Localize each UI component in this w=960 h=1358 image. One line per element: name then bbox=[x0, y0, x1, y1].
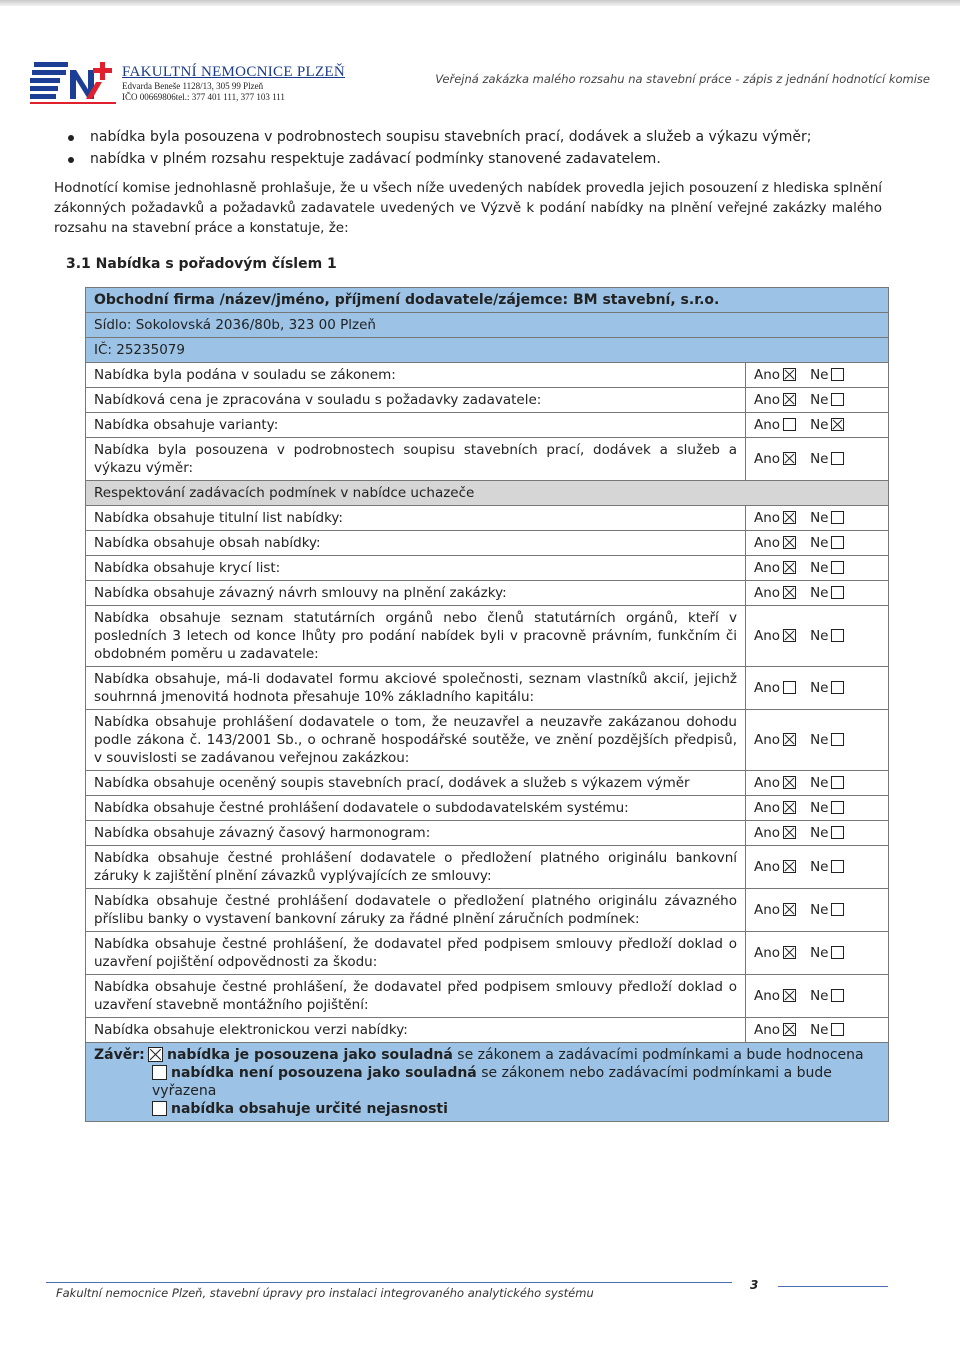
criterion-answer bbox=[746, 1018, 889, 1043]
ano-option-checkbox[interactable] bbox=[783, 801, 796, 814]
conclusion bbox=[86, 1043, 889, 1122]
criterion-row bbox=[86, 932, 889, 975]
intro-paragraph: Hodnotící komise jednohlasně prohlašuje, že u všech níže uvedených nabídek provedla jejich posouzení z hlediska splnění zákonných požadavků a požadavků zadavatele uvedených ve Výzvě k podání nabídky na plnění veřejné zakázky malého rozsahu na stavební práce a konstatuje, že: bbox=[54, 180, 882, 236]
criterion-answer bbox=[746, 710, 889, 771]
firm-ico: IČ: 25235079 bbox=[86, 338, 889, 363]
ano-option bbox=[754, 731, 796, 749]
ano-option-label: Ano bbox=[754, 392, 781, 408]
ne-option bbox=[810, 987, 844, 1005]
ne-option bbox=[810, 679, 844, 697]
ne-option-checkbox[interactable] bbox=[831, 733, 844, 746]
criterion-row bbox=[86, 531, 889, 556]
ne-option bbox=[810, 731, 844, 749]
ne-option-label: Ne bbox=[810, 902, 829, 918]
ne-option-label: Ne bbox=[810, 451, 829, 467]
document-title: Veřejná zakázka malého rozsahu na stavební práce - zápis z jednání hodnotící komise bbox=[435, 72, 930, 86]
ano-option-checkbox[interactable] bbox=[783, 860, 796, 873]
ne-option bbox=[810, 450, 844, 468]
criterion-row bbox=[86, 506, 889, 531]
criterion-row bbox=[86, 667, 889, 710]
ano-option-label: Ano bbox=[754, 451, 781, 467]
ne-option-label: Ne bbox=[810, 585, 829, 601]
conclusion-option-bold: nabídka není posouzena jako souladná bbox=[171, 1065, 477, 1081]
criterion-answer bbox=[746, 388, 889, 413]
ano-option-checkbox[interactable] bbox=[783, 826, 796, 839]
ne-option-label: Ne bbox=[810, 1022, 829, 1038]
bullet-list bbox=[66, 126, 906, 170]
criterion-answer bbox=[746, 581, 889, 606]
ano-option-checkbox[interactable] bbox=[783, 681, 796, 694]
ne-option-checkbox[interactable] bbox=[831, 629, 844, 642]
ano-option bbox=[754, 534, 796, 552]
ano-option-label: Ano bbox=[754, 417, 781, 433]
criterion-answer bbox=[746, 531, 889, 556]
ano-option-label: Ano bbox=[754, 510, 781, 526]
ano-option-label: Ano bbox=[754, 859, 781, 875]
ano-option-label: Ano bbox=[754, 988, 781, 1004]
ne-option-label: Ne bbox=[810, 775, 829, 791]
ano-option-label: Ano bbox=[754, 560, 781, 576]
criterion-text: Nabídka obsahuje seznam statutárních orgánů nebo členů statutárních orgánů, kteří v posledních 3 letech od konce lhůty pro podání nabídek byli v pracovně právním, funkčním či obdobném poměru u zadavatele: bbox=[86, 606, 746, 667]
ano-option bbox=[754, 987, 796, 1005]
criterion-answer bbox=[746, 771, 889, 796]
ne-option-checkbox[interactable] bbox=[831, 1023, 844, 1036]
ne-option bbox=[810, 416, 844, 434]
ano-option-checkbox[interactable] bbox=[783, 393, 796, 406]
conclusion-option-bold: nabídka je posouzena jako souladná bbox=[167, 1047, 453, 1063]
criterion-text: Nabídka obsahuje závazný časový harmonogram: bbox=[86, 821, 746, 846]
bullet-item: nabídka byla posouzena v podrobnostech soupisu stavebních prací, dodávek a služeb a výkazu výměr; bbox=[66, 126, 906, 148]
ne-option-checkbox[interactable] bbox=[831, 511, 844, 524]
criterion-text: Nabídka byla podána v souladu se zákonem: bbox=[86, 363, 746, 388]
ne-option-checkbox[interactable] bbox=[831, 536, 844, 549]
criterion-answer bbox=[746, 667, 889, 710]
criterion-text: Nabídka obsahuje titulní list nabídky: bbox=[86, 506, 746, 531]
criterion-text: Nabídka obsahuje elektronickou verzi nabídky: bbox=[86, 1018, 746, 1043]
ano-option-label: Ano bbox=[754, 902, 781, 918]
footer-rule bbox=[778, 1286, 888, 1287]
ano-option-label: Ano bbox=[754, 367, 781, 383]
ne-option-label: Ne bbox=[810, 800, 829, 816]
ano-option bbox=[754, 416, 796, 434]
criterion-answer bbox=[746, 796, 889, 821]
conclusion-checkbox[interactable] bbox=[148, 1047, 163, 1062]
criterion-text: Nabídka obsahuje čestné prohlášení, že dodavatel před podpisem smlouvy předloží doklad o uzavření pojištění odpovědnosti za škodu: bbox=[86, 932, 746, 975]
ne-option bbox=[810, 774, 844, 792]
criterion-answer bbox=[746, 556, 889, 581]
ano-option-checkbox[interactable] bbox=[783, 586, 796, 599]
ne-option-checkbox[interactable] bbox=[831, 418, 844, 431]
criterion-row bbox=[86, 710, 889, 771]
ne-option bbox=[810, 858, 844, 876]
conclusion-option-bold: nabídka obsahuje určité nejasnosti bbox=[171, 1101, 448, 1117]
criterion-row bbox=[86, 438, 889, 481]
criterion-answer bbox=[746, 932, 889, 975]
ne-option bbox=[810, 559, 844, 577]
ne-option-checkbox[interactable] bbox=[831, 776, 844, 789]
ne-option bbox=[810, 944, 844, 962]
ano-option-label: Ano bbox=[754, 535, 781, 551]
ano-option bbox=[754, 679, 796, 697]
ne-option bbox=[810, 627, 844, 645]
ano-option bbox=[754, 774, 796, 792]
criterion-answer bbox=[746, 438, 889, 481]
ano-option bbox=[754, 366, 796, 384]
criterion-text: Nabídka obsahuje čestné prohlášení, že dodavatel před podpisem smlouvy předloží doklad o uzavření stavebně montážního pojištění: bbox=[86, 975, 746, 1018]
section-title: 3.1 Nabídka s pořadovým číslem 1 bbox=[66, 256, 337, 272]
fnp-logo-icon bbox=[30, 56, 120, 108]
ne-option bbox=[810, 901, 844, 919]
conclusion-option bbox=[94, 1064, 880, 1100]
ano-option-label: Ano bbox=[754, 732, 781, 748]
criterion-text: Nabídková cena je zpracována v souladu s požadavky zadavatele: bbox=[86, 388, 746, 413]
criterion-text: Nabídka obsahuje čestné prohlášení dodavatele o subdodavatelském systému: bbox=[86, 796, 746, 821]
ne-option bbox=[810, 584, 844, 602]
ne-option bbox=[810, 366, 844, 384]
ano-option bbox=[754, 858, 796, 876]
ne-option-label: Ne bbox=[810, 510, 829, 526]
ano-option bbox=[754, 627, 796, 645]
criterion-answer bbox=[746, 413, 889, 438]
criterion-row bbox=[86, 556, 889, 581]
ano-option bbox=[754, 944, 796, 962]
ano-option-checkbox[interactable] bbox=[783, 561, 796, 574]
ne-option-label: Ne bbox=[810, 367, 829, 383]
ne-option-label: Ne bbox=[810, 859, 829, 875]
ano-option-label: Ano bbox=[754, 1022, 781, 1038]
criterion-text: Nabídka obsahuje čestné prohlášení dodavatele o předložení platného originálu bankovní záruky k zajištění plnění závazků vyplývajících ze smlouvy: bbox=[86, 846, 746, 889]
respect-header: Respektování zadávacích podmínek v nabídce uchazeče bbox=[86, 481, 889, 506]
ne-option-label: Ne bbox=[810, 945, 829, 961]
ano-option-label: Ano bbox=[754, 680, 781, 696]
ne-option-label: Ne bbox=[810, 680, 829, 696]
criterion-row bbox=[86, 821, 889, 846]
ano-option-label: Ano bbox=[754, 585, 781, 601]
ano-option-checkbox[interactable] bbox=[783, 536, 796, 549]
criterion-row bbox=[86, 413, 889, 438]
firm-seat: Sídlo: Sokolovská 2036/80b, 323 00 Plzeň bbox=[86, 313, 889, 338]
organization-name: FAKULTNÍ NEMOCNICE PLZEŇ bbox=[122, 64, 346, 80]
ne-option-checkbox[interactable] bbox=[831, 826, 844, 839]
criterion-answer bbox=[746, 506, 889, 531]
ne-option bbox=[810, 534, 844, 552]
respect-header-row bbox=[86, 481, 889, 506]
criterion-row bbox=[86, 846, 889, 889]
ne-option-checkbox[interactable] bbox=[831, 903, 844, 916]
conclusion-label: Závěr: bbox=[94, 1047, 145, 1063]
ne-option-label: Ne bbox=[810, 732, 829, 748]
criterion-text: Nabídka byla posouzena v podrobnostech soupisu stavebních prací, dodávek a služeb a výkazu výměr: bbox=[86, 438, 746, 481]
ne-option bbox=[810, 799, 844, 817]
criterion-text: Nabídka obsahuje krycí list: bbox=[86, 556, 746, 581]
criterion-answer bbox=[746, 606, 889, 667]
criterion-row bbox=[86, 889, 889, 932]
ne-option-checkbox[interactable] bbox=[831, 368, 844, 381]
ano-option bbox=[754, 901, 796, 919]
ano-option bbox=[754, 1021, 796, 1039]
criterion-row bbox=[86, 388, 889, 413]
conclusion-option bbox=[94, 1100, 880, 1118]
ano-option bbox=[754, 584, 796, 602]
ne-option-checkbox[interactable] bbox=[831, 801, 844, 814]
ne-option bbox=[810, 509, 844, 527]
organization-ico-phone: IČO 00669806tel.: 377 401 111, 377 103 111 bbox=[122, 92, 285, 102]
ano-option-label: Ano bbox=[754, 800, 781, 816]
ano-option-checkbox[interactable] bbox=[783, 418, 796, 431]
criterion-text: Nabídka obsahuje varianty: bbox=[86, 413, 746, 438]
ne-option-label: Ne bbox=[810, 988, 829, 1004]
criterion-text: Nabídka obsahuje, má-li dodavatel formu akciové společnosti, seznam vlastníků akcií, jejichž souhrnná jmenovitá hodnota přesahuje 10% základního kapitálu: bbox=[86, 667, 746, 710]
ano-option-checkbox[interactable] bbox=[783, 511, 796, 524]
ne-option-checkbox[interactable] bbox=[831, 989, 844, 1002]
criterion-answer bbox=[746, 975, 889, 1018]
ano-option-checkbox[interactable] bbox=[783, 452, 796, 465]
page-number: 3 bbox=[750, 1278, 759, 1292]
ne-option-checkbox[interactable] bbox=[831, 681, 844, 694]
ne-option-label: Ne bbox=[810, 417, 829, 433]
letterhead bbox=[30, 56, 930, 112]
ano-option bbox=[754, 559, 796, 577]
ne-option-label: Ne bbox=[810, 825, 829, 841]
ne-option-checkbox[interactable] bbox=[831, 393, 844, 406]
ano-option bbox=[754, 824, 796, 842]
criterion-text: Nabídka obsahuje závazný návrh smlouvy na plnění zakázky: bbox=[86, 581, 746, 606]
conclusion-option bbox=[94, 1046, 880, 1064]
ano-option bbox=[754, 391, 796, 409]
conclusion-option-text: se zákonem a zadávacími podmínkami a bude hodnocena bbox=[452, 1047, 864, 1063]
criterion-row bbox=[86, 1018, 889, 1043]
ano-option bbox=[754, 799, 796, 817]
criterion-row bbox=[86, 975, 889, 1018]
ano-option-checkbox[interactable] bbox=[783, 776, 796, 789]
ne-option-checkbox[interactable] bbox=[831, 452, 844, 465]
ano-option-checkbox[interactable] bbox=[783, 903, 796, 916]
seat-row bbox=[86, 313, 889, 338]
ano-option-label: Ano bbox=[754, 945, 781, 961]
ano-option-label: Ano bbox=[754, 775, 781, 791]
ano-option-checkbox[interactable] bbox=[783, 946, 796, 959]
criterion-answer bbox=[746, 889, 889, 932]
ano-option-checkbox[interactable] bbox=[783, 989, 796, 1002]
firm-row bbox=[86, 288, 889, 313]
scan-top-edge bbox=[0, 0, 960, 6]
organization-address: Edvarda Beneše 1128/13, 305 99 Plzeň bbox=[122, 81, 264, 91]
ne-option-checkbox[interactable] bbox=[831, 586, 844, 599]
conclusion-row bbox=[86, 1043, 889, 1122]
criterion-row bbox=[86, 606, 889, 667]
ne-option bbox=[810, 824, 844, 842]
offer-evaluation-table bbox=[85, 287, 889, 1122]
ico-row bbox=[86, 338, 889, 363]
conclusion-checkbox[interactable] bbox=[152, 1065, 167, 1080]
conclusion-option-text: se zákonem nebo zadávacími podmínkami a bude vyřazena bbox=[152, 1065, 832, 1099]
ne-option-label: Ne bbox=[810, 560, 829, 576]
bullet-item: nabídka v plném rozsahu respektuje zadávací podmínky stanovené zadavatelem. bbox=[66, 148, 906, 170]
footer-text: Fakultní nemocnice Plzeň, stavební úpravy pro instalaci integrovaného analytického systému bbox=[56, 1286, 594, 1300]
ne-option bbox=[810, 1021, 844, 1039]
criterion-answer bbox=[746, 821, 889, 846]
criterion-text: Nabídka obsahuje oceněný soupis stavebních prací, dodávek a služeb s výkazem výměr bbox=[86, 771, 746, 796]
ne-option-label: Ne bbox=[810, 628, 829, 644]
ano-option bbox=[754, 450, 796, 468]
footer-rule bbox=[46, 1282, 732, 1283]
ne-option-checkbox[interactable] bbox=[831, 860, 844, 873]
ne-option-label: Ne bbox=[810, 392, 829, 408]
criterion-row bbox=[86, 363, 889, 388]
ano-option-checkbox[interactable] bbox=[783, 629, 796, 642]
criterion-text: Nabídka obsahuje obsah nabídky: bbox=[86, 531, 746, 556]
ne-option-checkbox[interactable] bbox=[831, 561, 844, 574]
criterion-answer bbox=[746, 363, 889, 388]
organization-block bbox=[122, 64, 345, 103]
ano-option-label: Ano bbox=[754, 628, 781, 644]
conclusion-checkbox[interactable] bbox=[152, 1101, 167, 1116]
criterion-text: Nabídka obsahuje prohlášení dodavatele o tom, že neuzavřel a neuzavře zakázanou dohodu podle zákona č. 143/2001 Sb., o ochraně hospodářské soutěže, ve znění pozdějších předpisů, v souvislosti se zadávanou veřejnou zakázkou: bbox=[86, 710, 746, 771]
ne-option-checkbox[interactable] bbox=[831, 946, 844, 959]
ano-option-checkbox[interactable] bbox=[783, 368, 796, 381]
criterion-answer bbox=[746, 846, 889, 889]
criterion-text: Nabídka obsahuje čestné prohlášení dodavatele o předložení platného originálu závazného příslibu banky o vystavení bankovní záruky za řádné plnění záručních podmínek: bbox=[86, 889, 746, 932]
ano-option-checkbox[interactable] bbox=[783, 733, 796, 746]
criterion-row bbox=[86, 581, 889, 606]
ano-option bbox=[754, 509, 796, 527]
firm-name: Obchodní firma /název/jméno, příjmení dodavatele/zájemce: BM stavební, s.r.o. bbox=[86, 288, 889, 313]
ano-option-checkbox[interactable] bbox=[783, 1023, 796, 1036]
criterion-row bbox=[86, 796, 889, 821]
ne-option bbox=[810, 391, 844, 409]
ne-option-label: Ne bbox=[810, 535, 829, 551]
ano-option-label: Ano bbox=[754, 825, 781, 841]
criterion-row bbox=[86, 771, 889, 796]
